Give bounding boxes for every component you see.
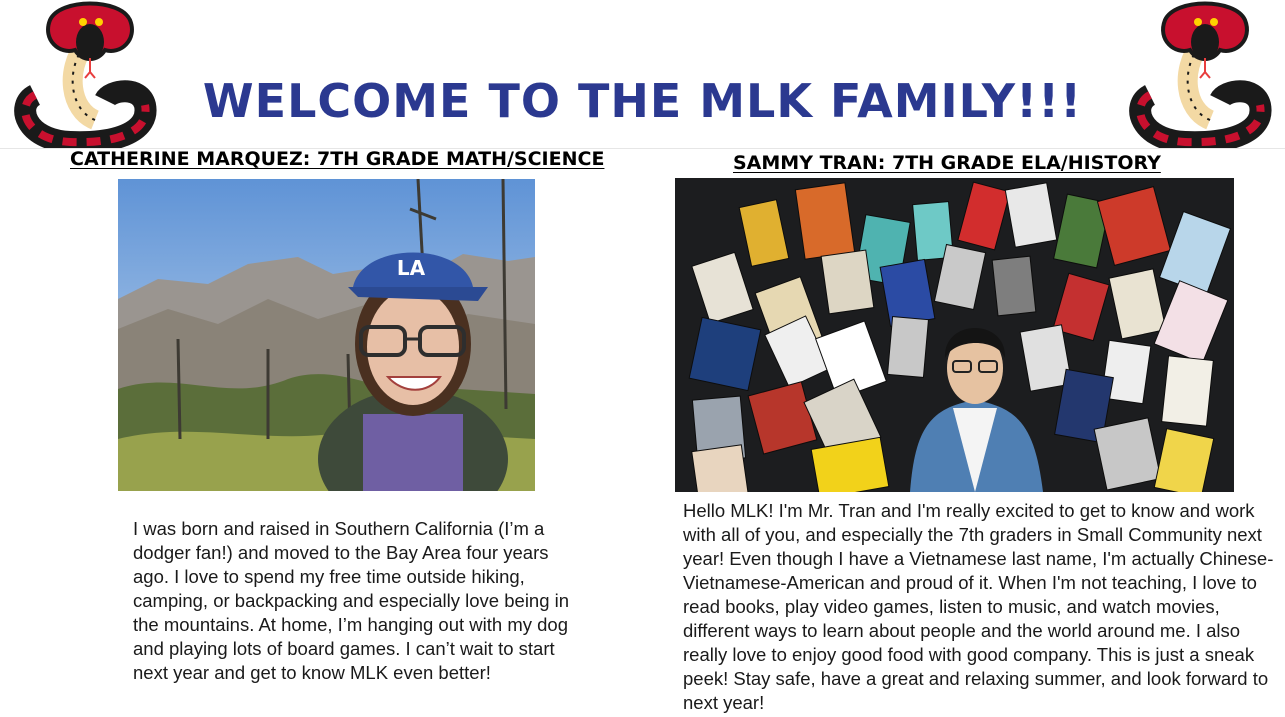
hiker-with-cap-photo [118,179,535,491]
teacher-name-marquez: CATHERINE MARQUEZ: 7TH GRADE MATH/SCIENCE [70,148,605,170]
cap-logo-text: LA [396,256,426,280]
books-collage-photo [675,178,1234,492]
page-title: WELCOME TO THE MLK FAMILY!!! [202,74,1083,128]
teacher-bio-marquez: I was born and raised in Southern California (I’m a dodger fan!) and moved to the Bay Area four years ago. I love to spend my free time outside hiking, camping, or backpacking and especially love being in the mountains. At home, I’m hanging out with my dog and playing lots of board games. I can’t wait to start next year and get to know MLK even better! [133,518,570,683]
teacher-name-tran: SAMMY TRAN: 7TH GRADE ELA/HISTORY [733,152,1161,174]
teacher-bio-tran: Hello MLK! I'm Mr. Tran and I'm really excited to get to know and work with all of you, and especially the 7th graders in Small Community next year! Even though I have a Vietnamese last name, I'm actually Chinese-Vietnamese-American and proud of it. When I'm not teaching, I love to read books, play video games, listen to music, and watch movies, different ways to learn about people and the world around me. I also really love to enjoy good food with good company. This is just a sneak peek! Stay safe, have a great and relaxing summer, and look forward to next year! [683,500,1274,713]
